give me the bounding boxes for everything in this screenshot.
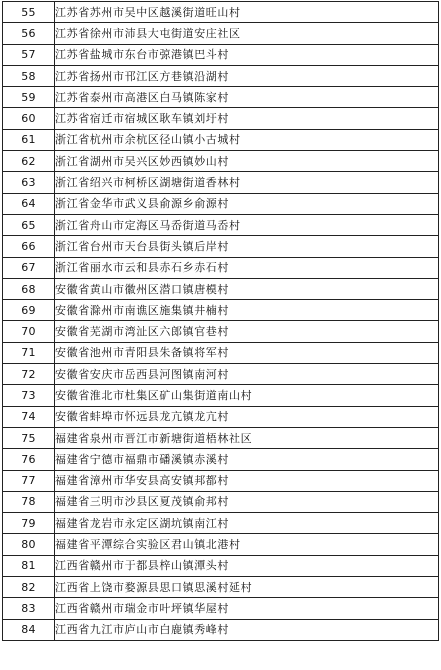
village-table (2, 1, 439, 641)
row-number: 77 (3, 470, 55, 491)
table-row (3, 108, 439, 129)
row-number: 83 (3, 598, 55, 619)
village-name: 江苏省泰州市高港区白马镇陈家村 (55, 87, 439, 108)
village-name: 江西省上饶市婺源县思口镇思溪村延村 (55, 577, 439, 598)
row-number: 61 (3, 129, 55, 150)
village-name: 浙江省杭州市余杭区径山镇小古城村 (55, 129, 439, 150)
row-number: 76 (3, 449, 55, 470)
row-number: 66 (3, 236, 55, 257)
village-name: 浙江省丽水市云和县赤石乡赤石村 (55, 257, 439, 278)
table-row (3, 406, 439, 427)
table-row (3, 172, 439, 193)
row-number: 60 (3, 108, 55, 129)
village-name: 浙江省绍兴市柯桥区湖塘街道香林村 (55, 172, 439, 193)
village-name: 江西省赣州市瑞金市叶坪镇华屋村 (55, 598, 439, 619)
row-number: 55 (3, 2, 55, 23)
table-row (3, 214, 439, 235)
table-row (3, 342, 439, 363)
table-row (3, 44, 439, 65)
row-number: 58 (3, 65, 55, 86)
row-number: 78 (3, 491, 55, 512)
row-number: 68 (3, 278, 55, 299)
table-row (3, 278, 439, 299)
row-number: 62 (3, 151, 55, 172)
table-row (3, 427, 439, 448)
table-row (3, 65, 439, 86)
village-name: 江苏省宿迁市宿城区耿车镇刘圩村 (55, 108, 439, 129)
row-number: 81 (3, 555, 55, 576)
row-number: 82 (3, 577, 55, 598)
village-name: 福建省漳州市华安县高安镇邦都村 (55, 470, 439, 491)
table-row (3, 87, 439, 108)
village-name: 福建省泉州市晋江市新塘街道梧林社区 (55, 427, 439, 448)
table-row (3, 300, 439, 321)
row-number: 64 (3, 193, 55, 214)
table-row (3, 491, 439, 512)
table-row (3, 193, 439, 214)
row-number: 79 (3, 513, 55, 534)
row-number: 63 (3, 172, 55, 193)
row-number: 74 (3, 406, 55, 427)
table-row (3, 151, 439, 172)
village-name: 安徽省池州市青阳县朱备镇将军村 (55, 342, 439, 363)
table-body (3, 2, 439, 641)
row-number: 69 (3, 300, 55, 321)
village-name: 江苏省徐州市沛县大屯街道安庄社区 (55, 23, 439, 44)
row-number: 56 (3, 23, 55, 44)
table-row (3, 321, 439, 342)
village-name: 安徽省蚌埠市怀远县龙亢镇龙亢村 (55, 406, 439, 427)
row-number: 75 (3, 427, 55, 448)
table-row (3, 129, 439, 150)
row-number: 65 (3, 214, 55, 235)
village-name: 江苏省盐城市东台市弶港镇巴斗村 (55, 44, 439, 65)
row-number: 72 (3, 364, 55, 385)
row-number: 57 (3, 44, 55, 65)
row-number: 59 (3, 87, 55, 108)
table-row (3, 577, 439, 598)
village-name: 浙江省台州市天台县街头镇后岸村 (55, 236, 439, 257)
table-row (3, 598, 439, 619)
table-row (3, 23, 439, 44)
village-name: 安徽省滁州市南谯区施集镇井楠村 (55, 300, 439, 321)
table-row (3, 534, 439, 555)
village-name: 福建省宁德市福鼎市磻溪镇赤溪村 (55, 449, 439, 470)
row-number: 84 (3, 619, 55, 640)
village-name: 安徽省黄山市徽州区潜口镇唐模村 (55, 278, 439, 299)
village-name: 浙江省湖州市吴兴区妙西镇妙山村 (55, 151, 439, 172)
village-name: 福建省平潭综合实验区君山镇北港村 (55, 534, 439, 555)
village-name: 福建省三明市沙县区夏茂镇俞邦村 (55, 491, 439, 512)
village-name: 安徽省芜湖市湾沚区六郎镇官巷村 (55, 321, 439, 342)
village-name: 福建省龙岩市永定区湖坑镇南江村 (55, 513, 439, 534)
village-name: 安徽省安庆市岳西县河图镇南河村 (55, 364, 439, 385)
table-row (3, 2, 439, 23)
table-row (3, 449, 439, 470)
table-row (3, 470, 439, 491)
village-name: 江苏省苏州市吴中区越溪街道旺山村 (55, 2, 439, 23)
row-number: 70 (3, 321, 55, 342)
table-row (3, 236, 439, 257)
village-name: 浙江省金华市武义县俞源乡俞源村 (55, 193, 439, 214)
table-row (3, 257, 439, 278)
table-row (3, 364, 439, 385)
table-row (3, 619, 439, 640)
table-row (3, 555, 439, 576)
row-number: 67 (3, 257, 55, 278)
village-name: 江西省九江市庐山市白鹿镇秀峰村 (55, 619, 439, 640)
row-number: 71 (3, 342, 55, 363)
table-row (3, 385, 439, 406)
table-row (3, 513, 439, 534)
row-number: 80 (3, 534, 55, 555)
row-number: 73 (3, 385, 55, 406)
village-name: 安徽省淮北市杜集区矿山集街道南山村 (55, 385, 439, 406)
village-name: 浙江省舟山市定海区马岙街道马岙村 (55, 214, 439, 235)
village-name: 江苏省扬州市邗江区方巷镇沿湖村 (55, 65, 439, 86)
village-name: 江西省赣州市于都县梓山镇潭头村 (55, 555, 439, 576)
